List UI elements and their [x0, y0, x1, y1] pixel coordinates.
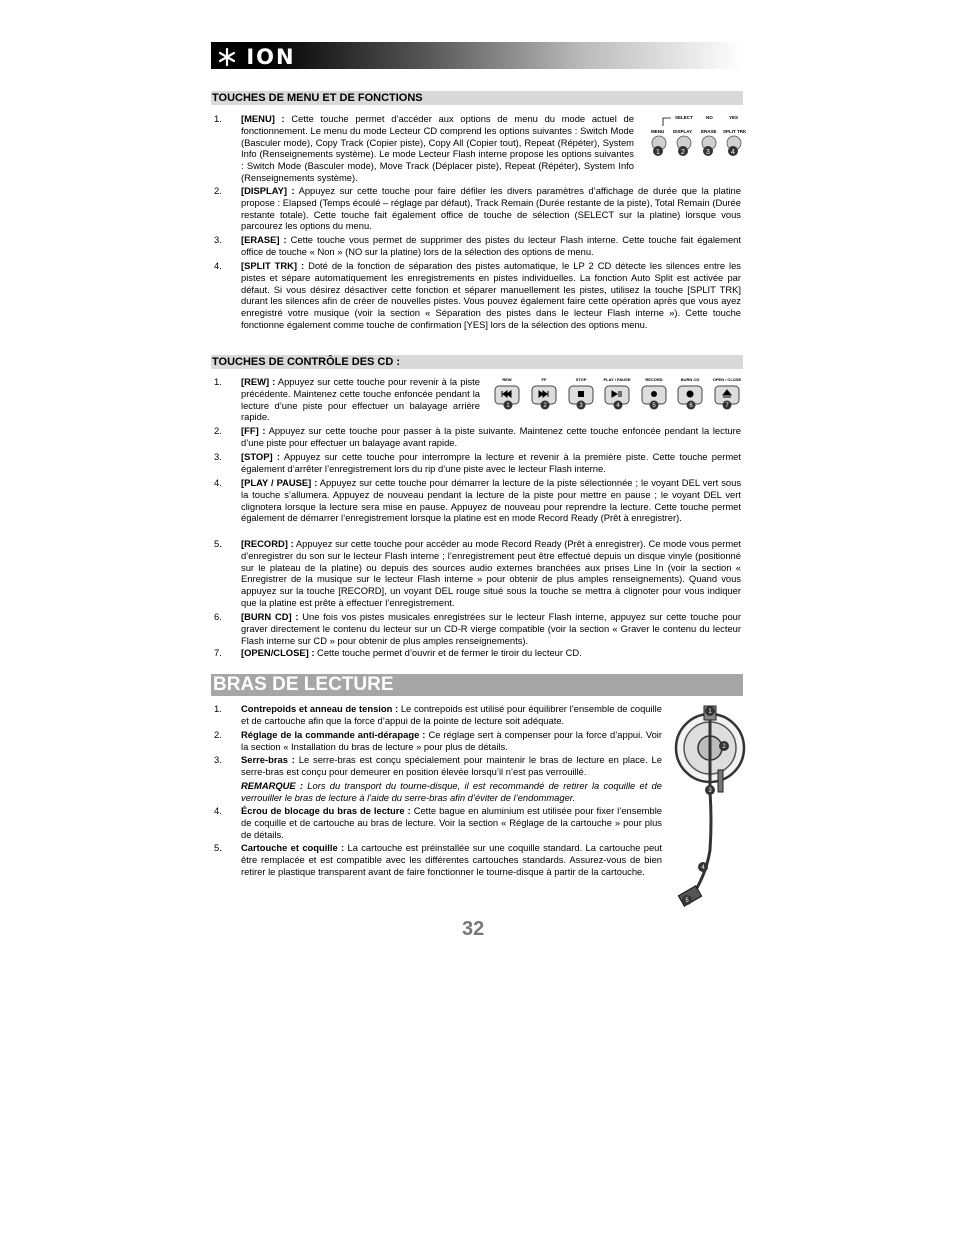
s2-item-5-text: Appuyez sur cette touche pour accéder au mode Record Ready (Prêt à enregistrer). Ce mode vous permet d’enregistrer du son sur le lecteur Flash interne ; l’enregistrement peut être effectué depuis un disque vinyle (positionné sur le plateau de la platine) ou depuis des sources audio externes branchées aux prises Line In (voir la section « Enregistrer de la musique sur le lecteur Flash interne » pour obtenir de plus amples renseignements). Quand vous appuyez sur la touche [RECORD], un voyant DEL rouge situé sous la touche se mettra à clignoter pour vous indiquer que la platine est prête à effectuer l’enregistrement. [241, 538, 741, 608]
fig-rew-label: REW [502, 377, 512, 382]
fig-cd-number-5: 5 [652, 403, 656, 409]
fig-record-label: RECORD [645, 377, 663, 382]
fig-cd-number-1: 1 [506, 403, 510, 409]
fig-arm-number-2: 2 [722, 744, 726, 750]
s2-item-5-number: 5. [214, 538, 222, 549]
s3-item-4-text: Cette bague en aluminium est utilisée pour fixer l’ensemble de coquille et de cartouche au bras de lecture. Voir la section « Réglage de la cartouche » pour plus de détails. [241, 805, 662, 840]
s1-item-3-text: Cette touche vous permet de supprimer des pistes du lecteur Flash interne. Cette touche fait également office de touche « Non » (NO sur la platine) lors de la sélection des options de menu. [241, 234, 741, 257]
s2-item-4-text: Appuyez sur cette touche pour démarrer la lecture de la piste sélectionnée ; le voyant DEL vert sous la touche s’allumera. Appuyez de nouveau pendant la lecture de la piste pour mettre en pause ; le voyant DEL vert clignotera lorsque la lecture sera mise en pause. Appuyez de nouveau pour reprendre la lecture. Cette touche permet également de démarrer l’enregistrement lorsque la platine est en mode Record Ready (Prêt à enregistrer). [241, 477, 742, 524]
fig-cd-number-7: 7 [725, 403, 729, 409]
fig-playpause-label: PLAY / PAUSE [603, 377, 631, 382]
s3-item-3-text: Le serre-bras est conçu spécialement pour maintenir le bras de lecture en place. Le serre-bras est conçu pour demeurer en position élevée lorsqu’il n’est pas verrouillé. [241, 754, 662, 777]
fig-cd-number-4: 4 [616, 403, 620, 409]
s3-item-1-number: 1. [214, 703, 222, 714]
s3-item-2 [241, 729, 662, 753]
record-icon [651, 391, 657, 397]
s2-item-2-number: 2. [214, 425, 222, 436]
section-tonearm-title: BRAS DE LECTURE [211, 674, 743, 696]
s2-item-7 [241, 647, 741, 659]
s2-item-2 [241, 425, 741, 449]
s2-item-5-key: [RECORD] : [241, 538, 294, 549]
s1-item-2 [241, 185, 741, 232]
s2-item-2-text: Appuyez sur cette touche pour passer à la piste suivante. Maintenez cette touche enfoncée pendant la lecture d’une piste pour effectuer un balayage avant rapide. [241, 425, 741, 448]
s1-item-4-number: 4. [214, 260, 222, 271]
tonearm-figure [670, 700, 750, 912]
s1-item-1 [241, 113, 634, 184]
s2-item-7-key: [OPEN/CLOSE] : [241, 647, 315, 658]
s2-item-6-number: 6. [214, 611, 222, 622]
s3-item-1-key: Contrepoids et anneau de tension : [241, 703, 399, 714]
s1-item-2-number: 2. [214, 185, 222, 196]
s3-item-3-number: 3. [214, 754, 222, 765]
s2-item-4 [241, 477, 741, 524]
s2-item-3-number: 3. [214, 451, 222, 462]
ion-logo [217, 45, 296, 69]
s3-item-5 [241, 842, 662, 877]
fig-number-4: 4 [731, 149, 735, 156]
fig-burncd-label: BURN CD [680, 377, 700, 382]
fig-ff-label: FF [541, 377, 547, 382]
s2-item-3 [241, 451, 741, 475]
s2-item-1-number: 1. [214, 376, 222, 387]
fig-select-label: SELECT [675, 115, 693, 120]
s3-item-5-text: La cartouche est préinstallée sur une coquille standard. La cartouche peut être remplacée et est compatible avec les différentes cartouches standards. Assurez-vous de bien retirer le plastique transparent avant de faire fonctionner le tourne-disque à partir de la cartouche. [241, 842, 662, 877]
s3-item-2-number: 2. [214, 729, 222, 740]
s2-item-1-text: Appuyez sur cette touche pour revenir à la piste précédente. Maintenez cette touche enfoncée pendant la lecture d’une piste pour effectuer un balayage arrière rapide. [241, 376, 480, 423]
s3-item-3 [241, 754, 662, 778]
fig-cd-number-3: 3 [579, 403, 583, 409]
s2-item-1-key: [REW] : [241, 376, 276, 387]
s3-item-4-number: 4. [214, 805, 222, 816]
s2-item-7-text: Cette touche permet d’ouvrir et de fermer le tiroir du lecteur CD. [314, 647, 582, 658]
s3-item-1 [241, 703, 662, 727]
s1-item-1-key: [MENU] : [241, 113, 285, 124]
s2-item-3-text: Appuyez sur cette touche pour interrompre la lecture et revenir à la première piste. Cette touche permet également d’arrêter l’enregistrement lors du rip d’une piste avec le lecteur Flash interne. [241, 451, 741, 474]
s2-item-6-key: [BURN CD] : [241, 611, 299, 622]
fig-menu-label: MENU [651, 129, 665, 134]
s3-item-4 [241, 805, 662, 840]
s3-item-3-key: Serre-bras : [241, 754, 295, 765]
fig-cd-number-2: 2 [543, 403, 547, 409]
s3-item-2-key: Réglage de la commande anti-dérapage : [241, 729, 426, 740]
s2-item-7-number: 7. [214, 647, 222, 658]
s1-item-2-text: Appuyez sur cette touche pour faire défiler les divers paramètres d’affichage de durée que la platine propose : Elapsed (Temps écoulé – réglage par défaut), Track Remain (Durée restante de la piste), Total Remain (Durée restante totale). Cette touche fait également office de touche de sélection (SELECT sur la platine) lorsque vous parcourez les options du menu. [241, 185, 741, 232]
fig-splittrk-label: SPLIT TRK [723, 129, 747, 134]
fig-number-1: 1 [656, 149, 660, 156]
fig-erase-label: ERASE [701, 129, 717, 134]
fig-openclose-label: OPEN / CLOSE [712, 377, 742, 382]
s2-item-5 [241, 538, 741, 609]
s1-item-3-number: 3. [214, 234, 222, 245]
stop-icon [578, 391, 584, 397]
fig-number-3: 3 [706, 149, 710, 156]
s3-note [241, 780, 662, 804]
logo-text: ION [246, 45, 296, 69]
arm-clamp [718, 770, 723, 792]
menu-buttons-figure [645, 112, 749, 162]
s2-item-4-number: 4. [214, 477, 222, 488]
fig-arm-number-5: 5 [685, 898, 689, 904]
s2-item-6 [241, 611, 741, 646]
page-number: 32 [462, 918, 485, 940]
s1-item-4-key: [SPLIT TRK] : [241, 260, 305, 271]
fig-stop-label: STOP [575, 377, 587, 382]
cd-buttons-figure [492, 374, 744, 414]
fig-no-label: NO [706, 115, 713, 120]
s2-item-3-key: [STOP] : [241, 451, 281, 462]
fig-yes-label: YES [729, 115, 739, 120]
s2-item-6-text: Une fois vos pistes musicales enregistrées sur le lecteur Flash interne, appuyez sur cette touche pour graver directement le contenu du lecteur sur un CD-R vierge compatible (voir la section « Graver le contenu du lecteur Flash interne sur CD » pour obtenir de plus amples renseignements). [241, 611, 742, 646]
s1-item-3 [241, 234, 741, 258]
s3-item-2-text: Ce réglage sert à compenser pour la force d’appui. Voir la section « Installation du bras de lecture » pour plus de détails. [241, 729, 662, 752]
s2-item-2-key: [FF] : [241, 425, 266, 436]
s2-item-4-key: [PLAY / PAUSE] : [241, 477, 318, 488]
fig-arm-number-3: 3 [708, 788, 712, 794]
fig-display-label: DISPLAY [673, 129, 693, 134]
fig-number-2: 2 [681, 149, 685, 156]
s1-item-1-text: Cette touche permet d’accéder aux options de menu du mode actuel de fonctionnement. Le menu du mode Lecteur CD comprend les options suivantes : Switch Mode (Basculer mode), Copy Track (Copier piste), Copy All (Copier tout), Repeat (Répéter), System Info (Renseignements système). Le mode Lecteur Flash interne propose les options suivantes : Switch Mode (Basculer mode), Move Track (Déplacer piste), Repeat (Répéter), System Info (Renseignements système). [241, 113, 634, 183]
s1-item-4-text: Doté de la fonction de séparation des pistes automatique, le LP 2 CD détecte les silences entre les pistes et sépare automatiquement les enregistrements en pistes individuelles. La fonction Auto Split est activée par défaut. Si vous désirez désactiver cette fonction et séparer manuellement les pistes, utilisez la touche [SPLIT TRK] durant les silences afin de créer de nouvelles pistes. Vous pouvez également faire cette opération après que vous ayez enregistré votre musique (voir la section « Séparation des pistes dans le lecteur Flash interne »). Cette touche fonctionne également comme touche de confirmation [YES] lors de la sélection des options menu. [241, 260, 741, 330]
s1-item-3-key: [ERASE] : [241, 234, 287, 245]
ion-star-icon [217, 47, 237, 67]
section-cd-title: TOUCHES DE CONTRÔLE DES CD : [211, 355, 743, 369]
s3-item-4-key: Écrou de blocage du bras de lecture : [241, 805, 411, 816]
s3-note-key: REMARQUE : [241, 780, 304, 791]
s3-item-1-text: Le contrepoids est utilisé pour équilibrer l’ensemble de coquille et de cartouche afin que la force d’appui de la pointe de lecture soit adéquate. [241, 703, 662, 726]
fig-arm-number-1: 1 [708, 709, 712, 715]
s3-item-5-number: 5. [214, 842, 222, 853]
section-menu-title: TOUCHES DE MENU ET DE FONCTIONS [211, 91, 743, 105]
fig-cd-number-6: 6 [689, 403, 693, 409]
s3-note-text: Lors du transport du tourne-disque, il est recommandé de retirer la coquille et de verrouiller le bras de lecture à l’aide du serre-bras afin d’éviter de l’endommager. [241, 780, 662, 803]
fig-arm-number-4: 4 [701, 865, 705, 871]
burn-cd-icon [687, 391, 694, 398]
s3-item-5-key: Cartouche et coquille : [241, 842, 345, 853]
s2-item-1 [241, 376, 480, 423]
s1-item-1-number: 1. [214, 113, 222, 124]
header-banner [211, 42, 743, 69]
s1-item-2-key: [DISPLAY] : [241, 185, 295, 196]
s1-item-4 [241, 260, 741, 331]
